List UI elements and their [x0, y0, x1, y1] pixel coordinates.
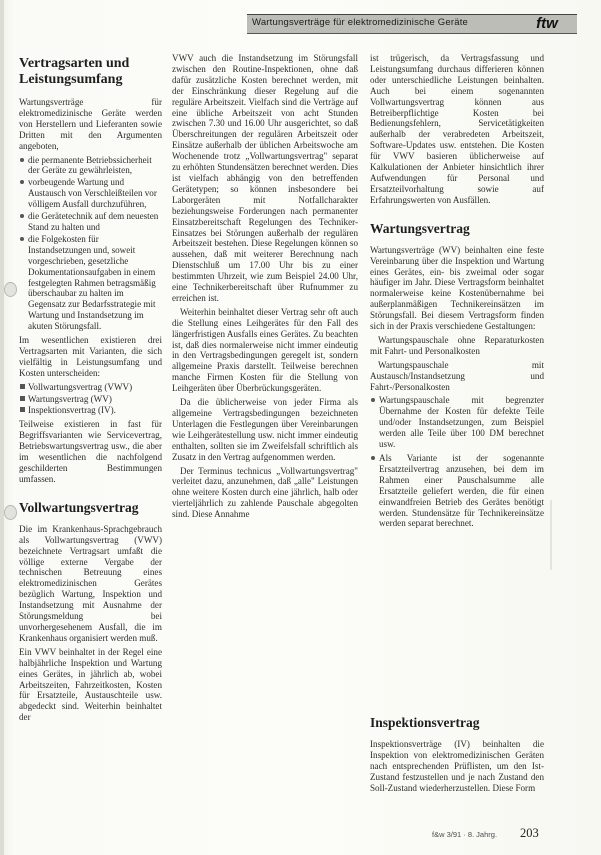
paragraph: ist trügerisch, da Vertragsfassung und Leistungsumfang durchaus differieren können oder unterschiedliche Leistungen beinhalten. Auch bei einem sogenannten Vollwartungsvertrag können aus Betreiberpflichtige Kosten bei Bedienungsfehlern, Servicetätigkeiten außerhalb der verabredeten Arbeitszeit, Software-Updates usw. entstehen. Die Kosten für VWV basieren üblicherweise auf Kalkulationen der Anbieter hinsichtlich ihrer Aufwendungen für Personal und Ersatzteilvorhaltung sowie auf Erfahrungswerten von Ausfällen.	[370, 53, 544, 205]
page-number: 203	[520, 826, 539, 840]
publication-logo: ftw	[536, 15, 558, 32]
paragraph: Wartungsverträge für elektromedizinische Geräte werden von Herstellern und Lieferanten sowie Dritten mit den Argumenten angeboten,	[19, 97, 162, 151]
running-header-title: Wartungsverträge für elektromedizinische Geräte	[252, 17, 469, 28]
contract-type-item: Vollwartungsvertrag (VWV)	[19, 382, 162, 393]
scan-artifact	[550, 500, 552, 570]
contract-type-item: Wartungsvertrag (WV)	[19, 394, 162, 405]
spacer	[370, 209, 544, 221]
paragraph: Ein VWV beinhaltet in der Regel eine halbjährliche Inspektion und Wartung eines Gerätes, in jährlich ab, wobei Arbeitszeiten, Fahrzeitkosten, Kosten für Ersatzteile, Austauschteile usw. abgedeckt sind. Weiterhin beinhaltet der	[19, 646, 162, 723]
paragraph: Die im Krankenhaus-Sprachgebrauch als Vollwartungsvertrag (VWV) bezeichnete Vertragsart umfaßt die völlige externe Vergabe der technischen Betreuung eines elektromedizinischen Gerätes bezüglich Wartung, Inspektion und Instandsetzung mit Ausnahme der Störungsmeldung bei unvorhergesehenem Ausfall, die im Krankenhaus organisiert werden muß.	[19, 523, 162, 643]
bullet-item: die permanente Betriebssicherheit der Geräte zu gewährleisten,	[19, 155, 162, 177]
column-3	[370, 53, 544, 532]
paragraph: Der Terminus technicus „Vollwartungsvertrag" verleitet dazu, anzunehmen, daß „alle" Leistungen ohne weitere Kosten durch eine jährlich, halb oder vierteljährlich zu zahlende Pauschale abgegolten sind. Diese Annahme	[172, 465, 358, 520]
bullet-paragraph: Als Variante ist der sogenannte Ersatzteilvertrag anzusehen, bei dem im Rahmen einer Pauschalsumme alle Ersatzteile geliefert werden, die für einen einwandfreien Betrieb des Gerätes benötigt werden. Stundensätze für Technikereinsätze werden separat berechnet.	[370, 453, 544, 529]
paragraph: Weiterhin beinhaltet dieser Vertrag sehr oft auch die Stellung eines Leihgerätes für den Fall des längerfristigen Ausfalls eines Gerätes. Zu beachten ist, daß dies normalerweise nicht immer eindeutig in den Vertragsbedingungen geregelt ist, sondern allgemeine Praxis darstellt. Teilweise berechnen manche Firmen Kosten für die Stellung von Leihgeräten über Überbrückungsgeräten.	[172, 306, 358, 394]
bullet-item: vorbeugende Wartung und Austausch von Verschleißteilen vor völligem Ausfall durchzuführen,	[19, 177, 162, 210]
column-1	[19, 56, 162, 726]
paragraph: Wartungsverträge (WV) beinhalten eine feste Vereinbarung über die Inspektion und Wartung eines Gerätes, ein- bis zweimal oder sogar häufiger im Jahr. Diese Vertragsform beinhaltet normalerweise keine Kostenübernahme bei außerplanmäßigen Technikereinsätzen im Störungsfall. Bei diesem Vertragsform finden sich in der Praxis verschiedene Gestaltungen:	[370, 244, 544, 332]
column-2	[172, 53, 358, 523]
paragraph: VWV auch die Instandsetzung im Störungsfall zwischen den Routine-Inspektionen, ohne daß dafür zusätzliche Kosten berechnet werden, mit der Einschränkung dieser Regelung auf die reguläre Arbeitszeit. Vielfach sind die Verträge auf eine übliche Arbeitszeit von acht Stunden zwischen 7.30 und 16.00 Uhr ausgerichtet, so daß Überschreitungen der regulären Arbeitszeit oder Einsätze außerhalb der üblichen Arbeitswoche am Wochenende trotz „Vollwartungsvertrag" separat zu erhöhten Stundensätzen berechnet werden. Dies ist vielfach abhängig von den betreffenden Gerätetypen; so können insbesondere bei Laborgeräten mit Notfallcharakter beziehungsweise Forderungen nach permanenter Einsatzbereitschaft Regelungen des Techniker-Einsatzes bei Störungen außerhalb der regulären Arbeitszeit bestehen. Diese Regelungen können so aussehen, daß mit weiterer Berechnung nach Dienstschluß um 17.00 Uhr bis zu einer bestimmten Uhrzeit, wie zum Beispiel 24.00 Uhr, eine Technikerbereitschaft über Rufnummer zu erreichen ist.	[172, 53, 358, 303]
paragraph: Im wesentlichen existieren drei Vertragsarten mit Varianten, die sich vielfältig in Leistungsumfang und Kosten unterscheiden:	[19, 335, 162, 378]
paragraph: Wartungspauschale ohne Reparaturkosten mit Fahrt- und Personalkosten	[370, 334, 544, 356]
binder-hole	[4, 282, 17, 297]
paragraph: Inspektionsverträge (IV) beinhalten die Inspektion von elektromedizinischen Geräten nach entsprechenden Prüflisten, um den Ist-Zustand festzustellen und je nach Zustand den Soll-Zustand wiederherzustellen. Diese Form	[370, 739, 544, 793]
column-3-bottom	[370, 715, 544, 797]
paragraph: Wartungspauschale mit Austausch/Instandsetzung und Fahrt-/Personalkosten	[370, 359, 544, 392]
binder-hole	[4, 505, 17, 520]
paragraph: Da die üblicherweise von jeder Firma als allgemeine Vertragsbedingungen bezeichneten Unterlagen die Festlegungen über Vereinbarungen wie Leihgerätestellung usw. nicht immer eindeutig enthalten, sollten sie im Zweifelsfall schriftlich als Zusatz in den Vertrag aufgenommen werden.	[172, 397, 358, 462]
section-heading-vertragsarten: Vertragsarten und Leistungsumfang	[19, 56, 130, 87]
bullet-item: die Folgekosten für Instandsetzungen und, soweit vorgeschrieben, gesetzliche Dokumentationsaufgaben in einem festgelegten Rahmen betragsmäßig überschaubar zu halten im Gegensatz zur Bedarfsstrategie mit Wartung und Instandsetzung im akuten Störungsfall.	[19, 234, 162, 332]
footer-issue-info: f&w 3/91 · 8. Jahrg.	[432, 830, 498, 839]
spacer	[19, 488, 162, 500]
section-heading-inspektionsvertrag: Inspektionsvertrag	[370, 715, 480, 730]
section-heading-wartungsvertrag: Wartungsvertrag	[370, 220, 470, 236]
page-spine-shadow	[0, 0, 4, 855]
bullet-list-contract-types	[19, 382, 162, 417]
paragraph: Teilweise existieren in fast für Begriffsvarianten wie Servicevertrag, Betriebswartungsvertrag usw., die aber im wesentlichen die nachfolgend geschilderten Bestimmungen umfassen.	[19, 419, 162, 484]
section-heading-vollwartungsvertrag: Vollwartungsvertrag	[19, 499, 139, 515]
bullet-item: die Gerätetechnik auf dem neuesten Stand zu halten und	[19, 211, 162, 233]
bullet-paragraph: Wartungspauschale mit begrenzter Übernahme der Kosten für defekte Teile und/oder Instandsetzungen, zum Beispiel werden alle Teile über 100 DM berechnet usw.	[370, 395, 544, 450]
contract-type-item: Inspektionsvertrag (IV).	[19, 405, 162, 416]
bullet-list-arguments	[19, 155, 162, 333]
